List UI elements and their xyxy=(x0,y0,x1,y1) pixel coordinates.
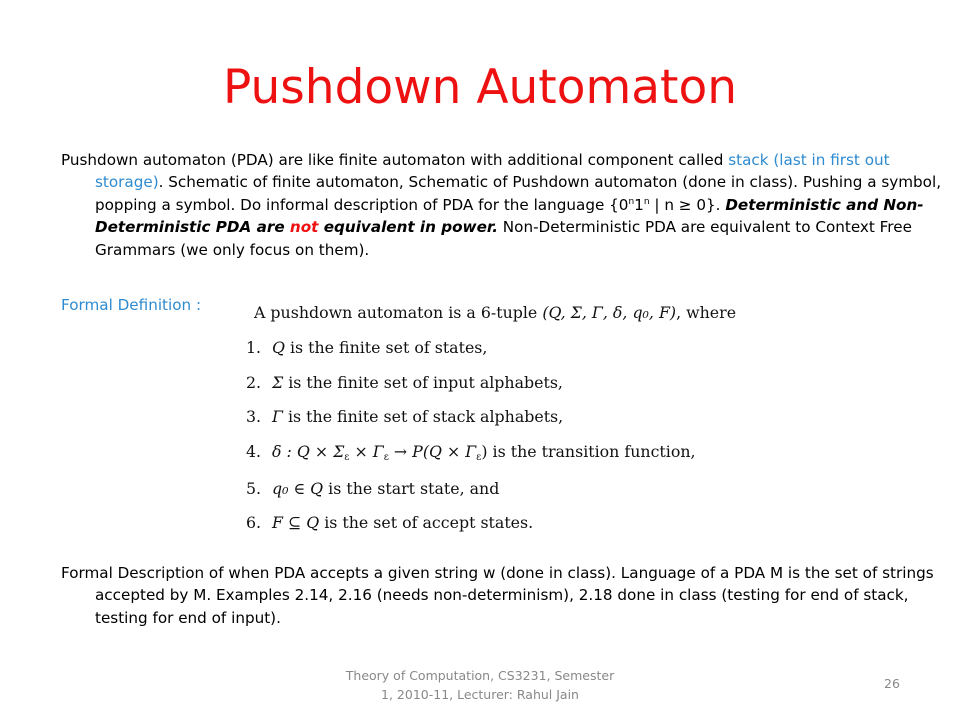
intro-text-4: | n ≥ 0}. xyxy=(649,195,726,214)
item-symbol: q₀ ∈ Q xyxy=(272,479,324,498)
item-symbol: F ⊆ Q xyxy=(272,513,320,532)
intro-text-3: 1 xyxy=(634,195,644,214)
superscript-n-1: n xyxy=(628,196,635,207)
formal-description-paragraph: Formal Description of when PDA accepts a given string w (done in class). Language of a PDA M is the set of strings accepted by M. Examples 2.14, 2.16 (needs non-determinism), 2.18 done in class (testing for end of stack, testing for end of input). xyxy=(61,564,934,627)
page-number: 26 xyxy=(884,676,900,691)
item-symbol: Q xyxy=(272,338,285,357)
item-number: 3. xyxy=(246,407,262,426)
formal-definition-label: Formal Definition : xyxy=(61,296,202,314)
epsilon-subscript-2: ε xyxy=(383,452,389,463)
footer xyxy=(330,666,630,704)
definition-item-3 xyxy=(246,407,563,426)
item-text: is the finite set of states, xyxy=(284,338,488,357)
item-text: is the finite set of input alphabets, xyxy=(283,373,563,392)
item-number: 6. xyxy=(246,513,262,532)
item-text: is the set of accept states. xyxy=(319,513,534,532)
footer-line-1: Theory of Computation, CS3231, Semester xyxy=(345,668,615,683)
intro-paragraph xyxy=(61,149,945,261)
item-symbol: Σ xyxy=(272,373,284,392)
stack-term: stack (last in first out storage) xyxy=(95,151,890,192)
item-symbol: Γ xyxy=(272,407,283,426)
emphasis-text-2: equivalent in power. xyxy=(318,218,498,237)
item-number: 2. xyxy=(246,373,262,392)
item-text: is the finite set of stack alphabets, xyxy=(282,407,564,426)
definition-item-2 xyxy=(246,373,563,392)
intro-text-1: Pushdown automaton (PDA) are like finite automaton with additional component called xyxy=(61,151,729,169)
definition-item-1 xyxy=(246,338,487,357)
definition-intro-post: , where xyxy=(676,303,737,322)
definition-item-4 xyxy=(246,442,696,461)
definition-item-5 xyxy=(246,479,499,498)
item-symbol: δ : Q × Σ xyxy=(272,442,345,461)
definition-item-6 xyxy=(246,513,533,532)
item-math-mid: × Γ xyxy=(349,442,384,461)
superscript-n-2: n xyxy=(643,196,650,207)
item-number: 1. xyxy=(246,338,262,357)
item-number: 4. xyxy=(246,442,262,461)
intro-text-2: . Schematic of finite automaton, Schematic of Pushdown automaton (done in class). Pushing a symbol, popping a symbol. Do informal description of PDA for the language {0 xyxy=(95,173,942,214)
epsilon-subscript-1: ε xyxy=(344,452,350,463)
emphasis-not: not xyxy=(289,218,319,237)
emphasis-text-1: Deterministic and Non-Deterministic PDA are xyxy=(95,195,924,237)
footer-line-2: 1, 2010-11, Lecturer: Rahul Jain xyxy=(381,687,579,702)
item-text: is the start state, and xyxy=(323,479,500,498)
definition-intro-pre: A pushdown automaton is a 6-tuple xyxy=(254,303,543,322)
intro-text-5: Non-Deterministic PDA are equivalent to Context Free Grammars (we only focus on them). xyxy=(95,218,912,259)
definition-tuple: (Q, Σ, Γ, δ, q₀, F) xyxy=(542,303,677,322)
epsilon-subscript-3: ε xyxy=(476,452,482,463)
definition-intro xyxy=(254,303,736,322)
slide-title: Pushdown Automaton xyxy=(222,60,738,115)
item-number: 5. xyxy=(246,479,262,498)
item-math-mid-2: → P(Q × Γ xyxy=(388,442,477,461)
item-text: ) is the transition function, xyxy=(481,442,696,461)
